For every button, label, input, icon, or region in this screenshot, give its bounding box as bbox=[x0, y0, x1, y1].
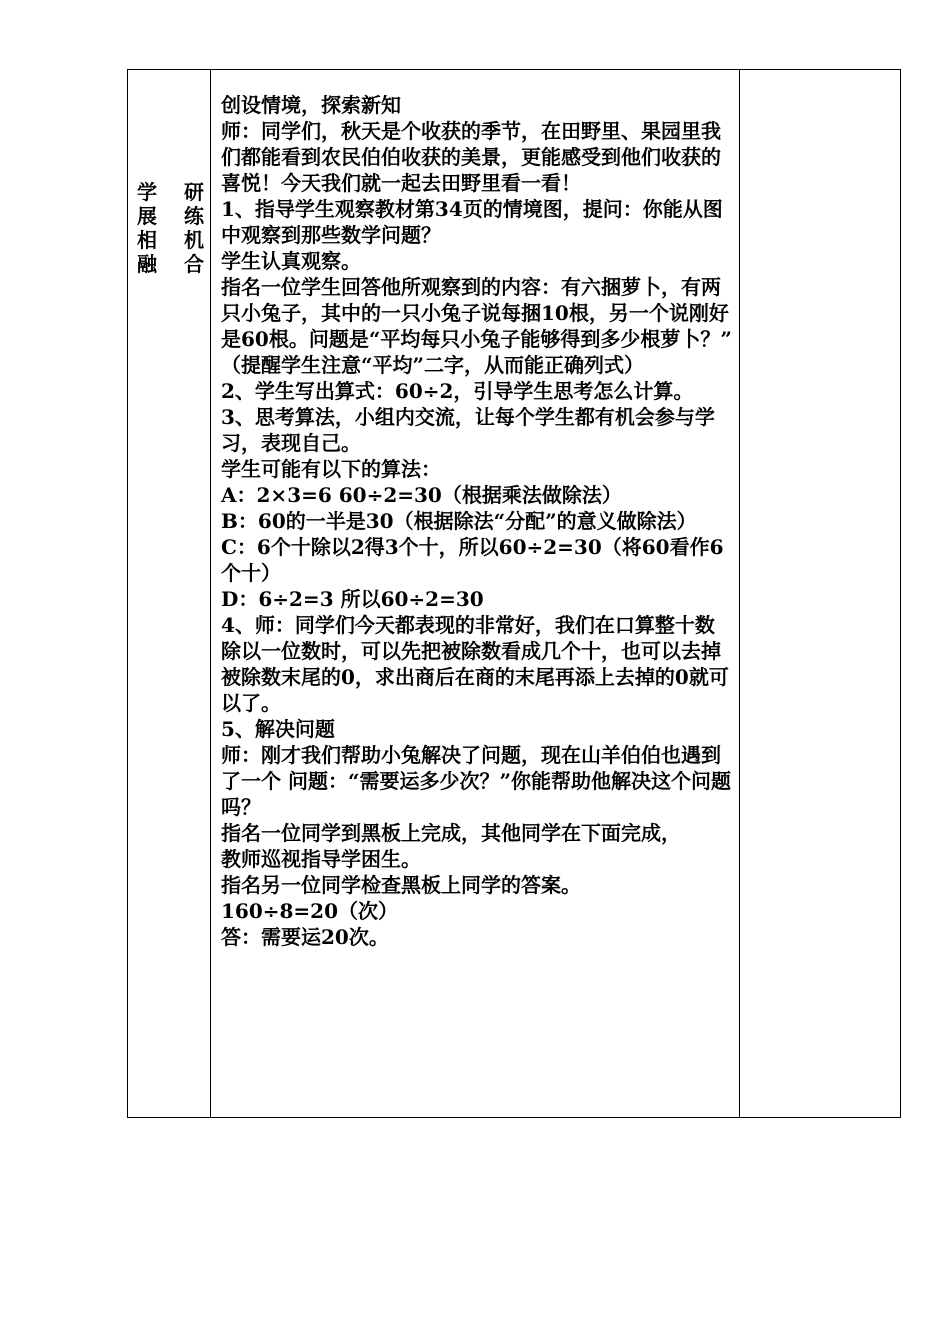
section-heading: 创设情境，探索新知 bbox=[221, 93, 401, 117]
paragraph: 学生可能有以下的算法： bbox=[221, 457, 441, 481]
paragraph: 1、指导学生观察教材第34页的情境图，提问：你能从图中观察到那些数学问题？ bbox=[221, 197, 723, 247]
paragraph: 指名一位学生回答他所观察到的内容：有六捆萝卜，有两只小兔子，其中的一只小兔子说每捆10根，另一个说刚好是60根。问题是“平均每只小兔子能够得到多少根萝卜？” bbox=[221, 275, 732, 351]
stage-label-char: 学 bbox=[137, 180, 157, 204]
stage-label-char: 相 bbox=[137, 228, 157, 252]
method-item: B：60的一半是30（根据除法“分配”的意义做除法） bbox=[221, 509, 697, 533]
section-heading: 5、解决问题 bbox=[221, 717, 335, 741]
lesson-table bbox=[127, 69, 901, 1118]
stage-label-char: 练 bbox=[184, 204, 204, 228]
paragraph: 学生认真观察。 bbox=[221, 249, 361, 273]
notes-cell bbox=[740, 70, 901, 1118]
stage-label-char: 研 bbox=[184, 180, 204, 204]
lesson-content bbox=[211, 70, 739, 950]
paragraph: 3、思考算法，小组内交流，让每个学生都有机会参与学习，表现自己。 bbox=[221, 405, 715, 455]
stage-label-row bbox=[137, 204, 204, 228]
equation: 160÷8=20（次） bbox=[221, 899, 399, 923]
lesson-content-cell bbox=[211, 70, 740, 1118]
paragraph: 指名一位同学到黑板上完成，其他同学在下面完成， bbox=[221, 821, 681, 845]
method-item: C：6个十除以2得3个十，所以60÷2=30（将60看作6个十） bbox=[221, 535, 724, 585]
stage-label-row bbox=[137, 228, 204, 252]
method-item: A：2×3=6 60÷2=30（根据乘法做除法） bbox=[221, 483, 622, 507]
stage-label-row bbox=[137, 180, 204, 204]
stage-label-char: 机 bbox=[184, 228, 204, 252]
paragraph: 教师巡视指导学困生。 bbox=[221, 847, 421, 871]
stage-label-row bbox=[137, 252, 204, 276]
stage-label-cell bbox=[128, 70, 211, 1118]
paragraph: （提醒学生注意“平均”二字，从而能正确列式） bbox=[221, 353, 645, 377]
stage-label-char: 展 bbox=[137, 204, 157, 228]
table-row bbox=[128, 70, 901, 1118]
paragraph: 师：刚才我们帮助小兔解决了问题，现在山羊伯伯也遇到了一个 问题：“需要运多少次？”你能帮助他解决这个问题吗？ bbox=[221, 743, 731, 819]
stage-label bbox=[137, 180, 204, 276]
paragraph: 师：同学们，秋天是个收获的季节，在田野里、果园里我们都能看到农民伯伯收获的美景，更能感受到他们收获的喜悦！今天我们就一起去田野里看一看！ bbox=[221, 119, 721, 195]
paragraph: 指名另一位同学检查黑板上同学的答案。 bbox=[221, 873, 581, 897]
paragraph: 4、师：同学们今天都表现的非常好，我们在口算整十数除以一位数时，可以先把被除数看成几个十，也可以去掉被除数末尾的0，求出商后在商的末尾再添上去掉的0就可以了。 bbox=[221, 613, 729, 715]
paragraph: 2、学生写出算式：60÷2，引导学生思考怎么计算。 bbox=[221, 379, 694, 403]
stage-label-char: 合 bbox=[184, 252, 204, 276]
stage-label-char: 融 bbox=[137, 252, 157, 276]
method-item: D：6÷2=3 所以60÷2=30 bbox=[221, 587, 484, 611]
answer: 答：需要运20次。 bbox=[221, 925, 389, 949]
